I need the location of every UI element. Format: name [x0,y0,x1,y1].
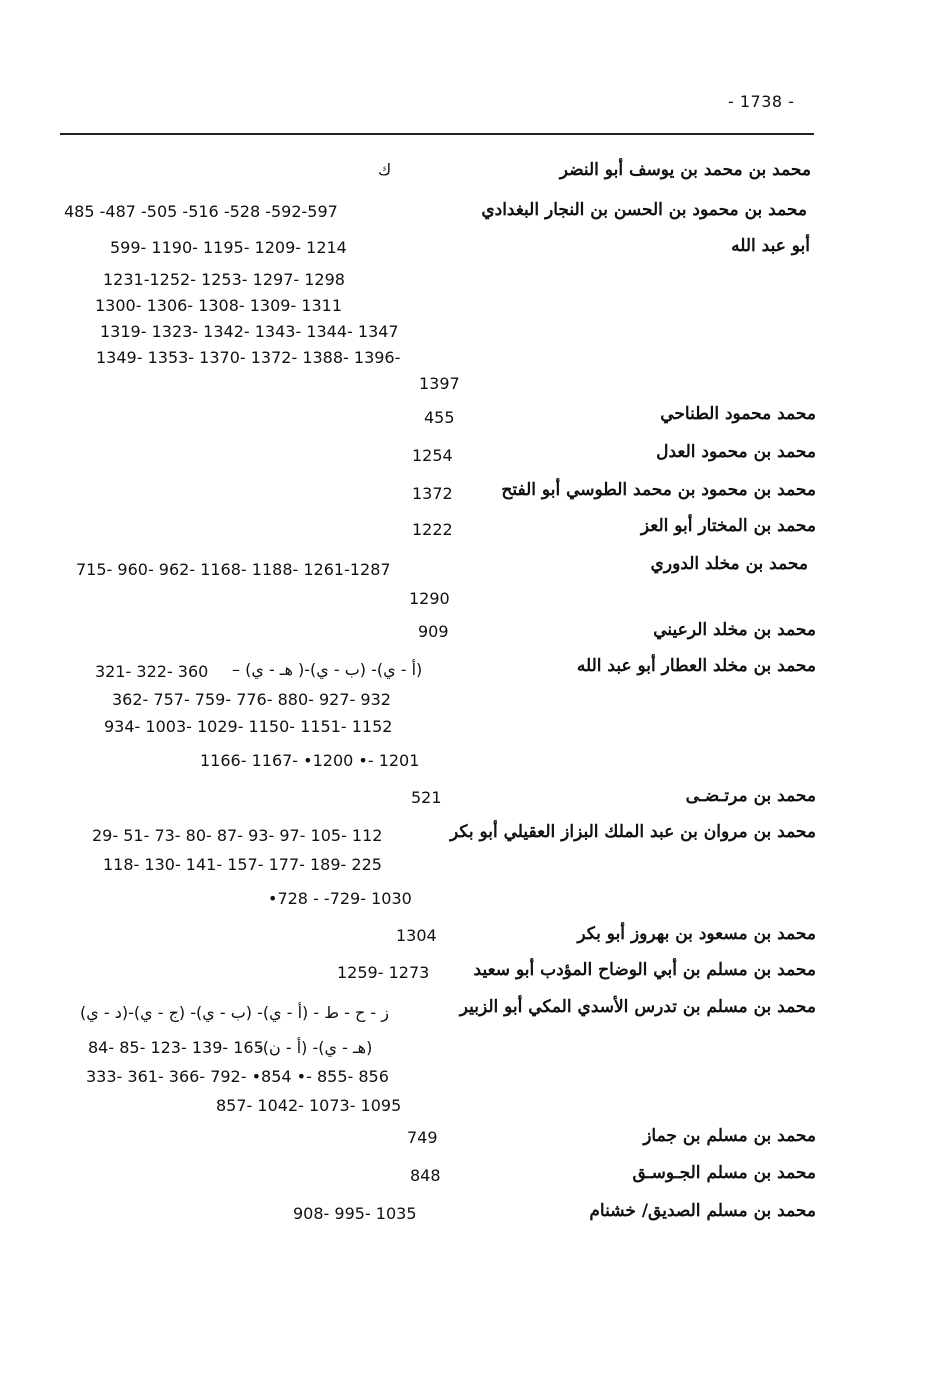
entry-refs: (أ - ي)- (ب - ي)-( هـ - ي) – [232,660,423,679]
entry-refs: •728 - -729- 1030 [268,889,412,908]
entry-refs: 1304 [396,926,437,945]
entry-name: محمد محمود الطناحي [660,404,816,424]
entry-refs: 908- 995- 1035 [293,1204,417,1223]
header-rule [60,133,814,135]
entry-name: محمد بن مسلم بن جماز [643,1126,816,1146]
entry-refs: 1231-1252- 1253- 1297- 1298 [103,270,345,289]
entry-refs: 118- 130- 141- 157- 177- 189- 225 [103,855,382,874]
entry-refs: 1166- 1167- •1200 •- 1201 [200,751,420,770]
entry-refs: 1290 [409,589,450,608]
entry-refs: 455 [424,408,455,427]
entry-refs: 1397 [419,374,460,393]
entry-name: محمد بن مسلم الجـوسـق [632,1163,816,1183]
entry-refs: 934- 1003- 1029- 1150- 1151- 1152 [104,717,393,736]
entry-refs: 1319- 1323- 1342- 1343- 1344- 1347 [100,322,399,341]
entry-refs: 485 -487 -505 -516 -528 -592-597 [64,202,338,221]
entry-refs: 1254 [412,446,453,465]
entry-refs: 1300- 1306- 1308- 1309- 1311 [95,296,343,315]
entry-name: محمد بن مخلد العطار أبو عبد الله [576,656,816,676]
entry-name: محمد بن محمود بن الحسن بن النجار البغدادي [481,200,807,220]
entry-refs: 1349- 1353- 1370- 1372- 1388- 1396- [96,348,401,367]
entry-name: محمد بن محمد بن يوسف أبو النضر [559,160,811,180]
entry-name: محمد بن مروان بن عبد الملك البزاز العقيلي أبو بكر [450,822,816,842]
entry-refs: 599- 1190- 1195- 1209- 1214 [110,238,347,257]
entry-name: محمد بن مسلم بن تدرس الأسدي المكي أبو الزبير [459,997,816,1017]
entry-refs: 857- 1042- 1073- 1095 [216,1096,402,1115]
entry-name: محمد بن مسلم الصديق/ خشنام [589,1201,816,1221]
entry-refs: (هـ - ي)- (أ - ن)- [257,1038,373,1057]
entry-refs: 848 [410,1166,441,1185]
entry-name: محمد بن مسعود بن بهروز أبو بكر [577,924,816,944]
entry-refs: 29- 51- 73- 80- 87- 93- 97- 105- 112 [92,826,383,845]
entry-refs: 362- 757- 759- 776- 880- 927- 932 [112,690,391,709]
entry-name: محمد بن مخلد الدوري [650,554,808,574]
entry-refs: 749 [407,1128,438,1147]
entry-refs: 1372 [412,484,453,503]
entry-name: محمد بن مرتـضـى [685,786,816,806]
entry-refs: ك [378,160,392,179]
entry-refs: ز - ح - ط - (أ - ي)- (ب - ي)- (ج - ي)-(د - ي) [80,1003,389,1022]
entry-refs: 521 [411,788,442,807]
entry-refs: 1222 [412,520,453,539]
entry-refs: 909 [418,622,449,641]
entry-name: محمد بن مخلد الرعيني [653,620,816,640]
entry-name-cont: أبو عبد الله [731,236,810,256]
entry-name: محمد بن محمود العدل [656,442,816,462]
entry-refs: 1259- 1273 [337,963,430,982]
entry-name: محمد بن محمود بن محمد الطوسي أبو الفتح [501,480,816,500]
entry-refs: 333- 361- 366- 792- •854 •- 855- 856 [86,1067,389,1086]
entry-refs: 715- 960- 962- 1168- 1188- 1261-1287 [76,560,391,579]
entry-refs: 84- 85- 123- 139- 165 [88,1038,264,1057]
entry-refs: 321- 322- 360 [95,662,209,681]
entry-name: محمد بن مسلم بن أبي الوضاح المؤدب أبو سعيد [473,960,816,980]
page-number: - 1738 - [728,92,795,111]
entry-name: محمد بن المختار أبو العز [640,516,816,536]
